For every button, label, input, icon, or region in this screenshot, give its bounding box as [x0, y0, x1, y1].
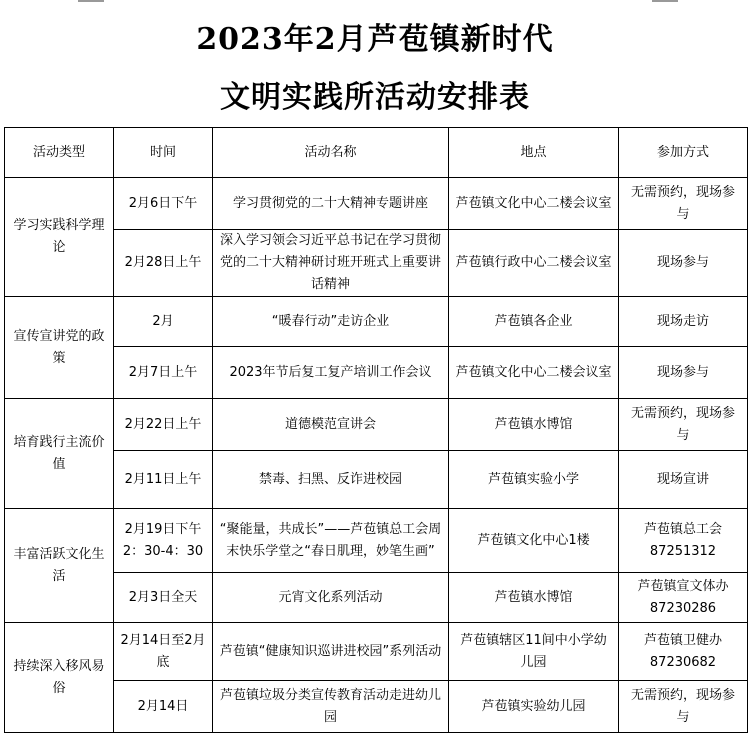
activity-name-cell: 学习贯彻党的二十大精神专题讲座	[213, 178, 449, 230]
time-cell: 2月22日上午	[114, 399, 213, 451]
time-cell: 2月14日至2月底	[114, 623, 213, 681]
time-cell: 2月	[114, 297, 213, 347]
category-cell: 培育践行主流价值	[5, 399, 114, 509]
place-cell: 芦苞镇行政中心二楼会议室	[449, 230, 619, 297]
category-cell: 宣传宣讲党的政策	[5, 297, 114, 399]
participation-cell: 芦苞镇总工会87251312	[619, 509, 748, 573]
participation-cell: 现场宣讲	[619, 451, 748, 509]
activity-name-cell: 芦苞镇“健康知识巡讲进校园”系列活动	[213, 623, 449, 681]
time-cell: 2月28日上午	[114, 230, 213, 297]
place-cell: 芦苞镇水博馆	[449, 399, 619, 451]
table-row	[5, 230, 748, 297]
participation-cell: 无需预约，现场参与	[619, 681, 748, 733]
participation-cell: 现场参与	[619, 347, 748, 399]
table-row	[5, 451, 748, 509]
place-cell: 芦苞镇文化中心二楼会议室	[449, 347, 619, 399]
header-place: 地点	[449, 128, 619, 178]
activity-name-cell: 道德模范宣讲会	[213, 399, 449, 451]
time-cell: 2月19日下午2：30-4：30	[114, 509, 213, 573]
activity-name-cell: 禁毒、扫黑、反诈进校园	[213, 451, 449, 509]
place-cell: 芦苞镇实验小学	[449, 451, 619, 509]
participation-cell: 无需预约，现场参与	[619, 399, 748, 451]
place-cell: 芦苞镇辖区11间中小学幼儿园	[449, 623, 619, 681]
place-cell: 芦苞镇实验幼儿园	[449, 681, 619, 733]
table-row	[5, 347, 748, 399]
participation-cell: 现场参与	[619, 230, 748, 297]
place-cell: 芦苞镇文化中心1楼	[449, 509, 619, 573]
header-activity-name: 活动名称	[213, 128, 449, 178]
category-cell: 学习实践科学理论	[5, 178, 114, 297]
table-row	[5, 399, 748, 451]
table-header-row	[5, 128, 748, 178]
header-participation: 参加方式	[619, 128, 748, 178]
page-title-line2: 文明实践所活动安排表	[220, 80, 530, 115]
category-cell: 持续深入移风易俗	[5, 623, 114, 733]
time-cell: 2月3日全天	[114, 573, 213, 623]
activity-name-cell: 2023年节后复工复产培训工作会议	[213, 347, 449, 399]
table-row	[5, 509, 748, 573]
place-cell: 芦苞镇水博馆	[449, 573, 619, 623]
time-cell: 2月6日下午	[114, 178, 213, 230]
activity-schedule-table	[4, 127, 748, 733]
activity-name-cell: 深入学习领会习近平总书记在学习贯彻党的二十大精神研讨班开班式上重要讲话精神	[213, 230, 449, 297]
activity-name-cell: “暖春行动”走访企业	[213, 297, 449, 347]
category-cell: 丰富活跃文化生活	[5, 509, 114, 623]
participation-cell: 无需预约，现场参与	[619, 178, 748, 230]
header-activity-type: 活动类型	[5, 128, 114, 178]
activity-name-cell: 元宵文化系列活动	[213, 573, 449, 623]
top-edge-mark-left	[78, 0, 104, 2]
time-cell: 2月7日上午	[114, 347, 213, 399]
place-cell: 芦苞镇文化中心二楼会议室	[449, 178, 619, 230]
time-cell: 2月14日	[114, 681, 213, 733]
time-cell: 2月11日上午	[114, 451, 213, 509]
page-title-line1: 2023年2月芦苞镇新时代	[196, 22, 554, 57]
table-row	[5, 178, 748, 230]
participation-cell: 现场走访	[619, 297, 748, 347]
header-time: 时间	[114, 128, 213, 178]
place-cell: 芦苞镇各企业	[449, 297, 619, 347]
activity-name-cell: “聚能量，共成长”——芦苞镇总工会周末快乐学堂之“春日肌理，妙笔生画”	[213, 509, 449, 573]
table-row	[5, 297, 748, 347]
activity-name-cell: 芦苞镇垃圾分类宣传教育活动走进幼儿园	[213, 681, 449, 733]
top-edge-mark-right	[652, 0, 678, 2]
table-row	[5, 623, 748, 681]
participation-cell: 芦苞镇卫健办87230682	[619, 623, 748, 681]
table-row	[5, 573, 748, 623]
table-row	[5, 681, 748, 733]
participation-cell: 芦苞镇宣文体办87230286	[619, 573, 748, 623]
